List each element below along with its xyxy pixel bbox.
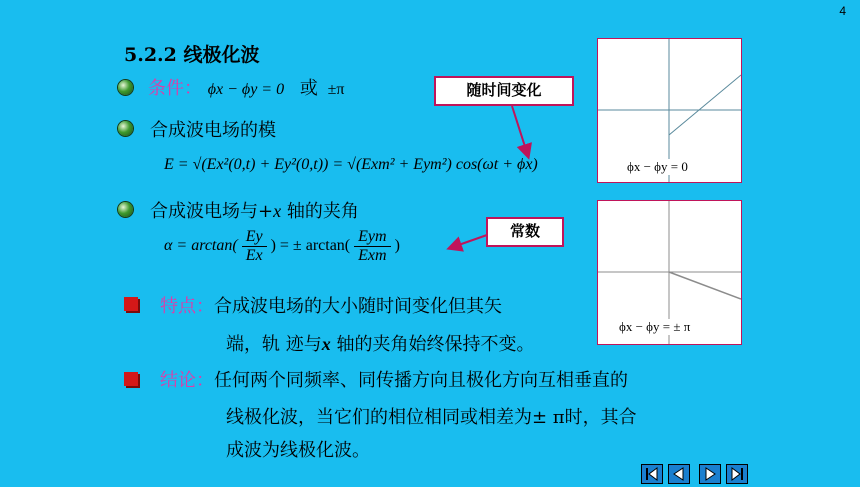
condition-formula: ϕx − ϕy = 0 (207, 81, 285, 98)
conclusion-colon: ： (196, 370, 214, 391)
feature-text2a: 端，轨 迹与 (226, 334, 322, 355)
frac1-numerator: Ey (242, 228, 267, 247)
page-number: 4 (839, 4, 846, 18)
angle-mid: ) = ± arctan( (270, 237, 351, 255)
phase-pi-label: ϕx − ϕy = ± π (616, 319, 693, 335)
first-page-icon (642, 465, 662, 483)
callout-constant: 常数 (486, 217, 564, 247)
conclusion-line3: 成波为线极化波。 (226, 440, 370, 461)
angle-label-var: x (273, 201, 282, 221)
prev-page-icon (669, 465, 689, 483)
feature-colon: ： (196, 296, 214, 317)
phase-pi-diagram (597, 200, 742, 345)
next-page-button[interactable] (699, 464, 721, 484)
magnitude-formula-left: E = √(Ex²(0,t) + Ey²(0,t)) (164, 156, 329, 173)
alpha-lhs: α = arctan( (164, 237, 238, 255)
feature-label: 特点 (160, 296, 196, 317)
phase-zero-diagram (597, 38, 742, 183)
arrow-to-cos-term (512, 106, 528, 156)
conclusion-line2: 线极化波，当它们的相位相同或相差为± π时，其合 (226, 407, 637, 428)
first-page-button[interactable] (641, 464, 663, 484)
frac1-denominator: Ex (245, 247, 263, 264)
frac2-denominator: Exm (358, 247, 387, 264)
conclusion-label: 结论 (160, 370, 196, 391)
feature-text1: 合成波电场的大小随时间变化但其矢 (214, 296, 502, 317)
arrow-to-constant-ratio (450, 235, 487, 248)
last-page-icon (727, 465, 747, 483)
prev-page-button[interactable] (668, 464, 690, 484)
feature-var: x (321, 334, 331, 354)
next-page-icon (700, 465, 720, 483)
angle-close: ) (394, 237, 400, 255)
condition-alt: ±π (327, 81, 345, 98)
feature-text2b: 轴的夹角始终保持不变。 (330, 334, 535, 355)
conclusion-text1: 任何两个同频率、同传播方向且极化方向互相垂直的 (214, 370, 628, 391)
section-title: 5.2.2 线极化波 (124, 44, 260, 66)
condition-label: 条件 (148, 78, 184, 99)
phase-zero-label: ϕx − ϕy = 0 (624, 159, 691, 175)
last-page-button[interactable] (726, 464, 748, 484)
callout-time-varying: 随时间变化 (434, 76, 574, 106)
condition-colon: ： (184, 78, 202, 99)
frac2-numerator: Eym (354, 228, 390, 247)
angle-label-suffix: 轴的夹角 (281, 201, 359, 222)
magnitude-formula-right: = √(Exm² + Eym²) cos(ωt + ϕx) (332, 156, 538, 173)
magnitude-label: 合成波电场的模 (150, 120, 276, 141)
angle-label-prefix: 合成波电场与+ (150, 201, 274, 222)
condition-or: 或 (299, 78, 318, 99)
